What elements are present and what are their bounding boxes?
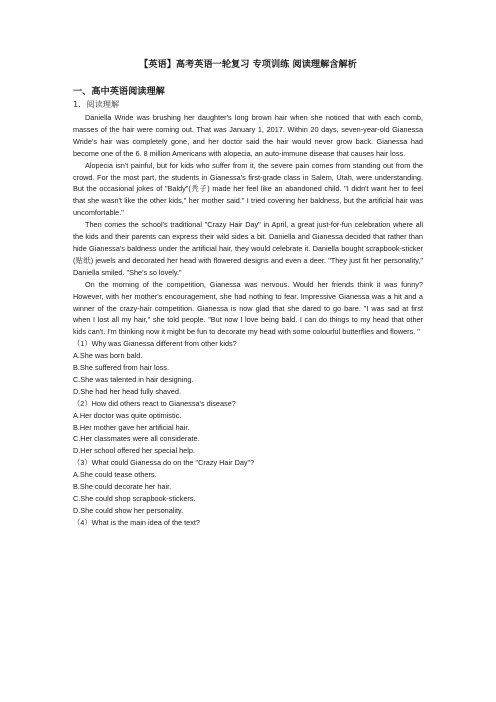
answer-option: B.She suffered from hair loss.: [73, 363, 169, 373]
answer-option: D.She could show her personality.: [73, 505, 184, 515]
question-stem: （1）Why was Gianessa different from other kids?: [73, 339, 237, 349]
answer-option: D.She had her head fully shaved.: [73, 386, 181, 396]
question-stem: （2）How did others react to Gianessa's disease?: [73, 398, 236, 408]
item-label: 1．阅读理解: [73, 99, 120, 109]
section-heading: 一、高中英语阅读理解: [73, 86, 165, 97]
answer-option: C.She could shop scrapbook-stickers.: [73, 494, 196, 503]
answer-option: A.Her doctor was quite optimistic.: [73, 410, 182, 420]
passage-body: [73, 112, 423, 529]
question-stem: （4）What is the main idea of the text?: [73, 517, 200, 527]
answer-option: B.She could decorate her hair.: [73, 482, 172, 492]
answer-option: C.Her classmates were all considerate.: [73, 434, 200, 444]
passage-paragraph: On the morning of the competition, Gianessa was nervous. Would her friends think it was funny? However, with her mother's encouragement, she had nothing to fear. Impressive Gianessa was a hit and a winner of the crazy-hair competition. Gianessa is now glad that she dared to go bare. "I was sad at first when I lost all my hair," she told people. "But now I love being bald. I can do things to my head that other kids can't. I'm thinking now it might be fun to decorate my head with some colourful butterflies and flowers. ": [73, 279, 423, 337]
passage-paragraph: Then comes the school's traditional "Crazy Hair Day" in April, a great just-for-fun celebration where all the kids and their parents can express their wild sides a bit. Daniella and Gianessa decided that rather than hide Gianessa's baldness under the artificial hair, they would celebrate it. Daniella bought scrapbook-sticker (贴纸) jewels and decorated her head with flowered designs and even a deer. "They just fit her personality," Daniella smiled. "She's so lovely.": [73, 220, 423, 277]
question-stem: （3）What could Gianessa do on the "Crazy Hair Day"?: [73, 458, 255, 468]
answer-option: C.She was talented in hair designing.: [73, 374, 194, 384]
answer-option: A.She could tease others.: [73, 470, 157, 480]
answer-option: D.Her school offered her special help.: [73, 446, 195, 456]
document-title: 【英语】高考英语一轮复习 专项训练 阅读理解含解析: [139, 59, 357, 70]
answer-option: B.Her mother gave her artificial hair.: [73, 422, 190, 432]
passage-paragraph: Alopecia isn't painful, but for kids who suffer from it, the severe pain comes from standing out from the crowd. For the most part, the students in Gianessa's first-grade class in Salem, Utah, were understanding. But the occasional jokes of "Baldy"(秃子) made her feel like an abandoned child. "I didn't want her to feel that she wasn't like the other kids," her mother said." I tried covering her baldness, but the artificial hair was uncomfortable.": [73, 160, 423, 218]
passage-paragraph: Daniella Wride was brushing her daughter's long brown hair when she noticed that with each comb, masses of the hair were coming out. That was January 1, 2017. Within 20 days, seven-year-old Gianessa Wride's hair was completely gone, and her doctor said the hair would never grow back. Gianessa had become one of the 6. 8 million Americans with alopecia, an auto-immune disease that causes hair loss.: [73, 113, 423, 158]
answer-option: A.She was born bald.: [73, 351, 143, 361]
